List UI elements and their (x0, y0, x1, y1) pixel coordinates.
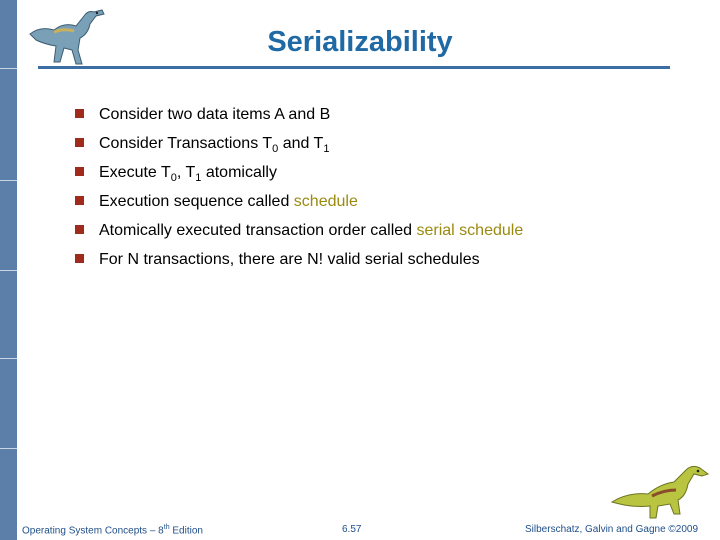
bullet-item: Execution sequence called schedule (75, 187, 695, 216)
left-sidebar-bar (0, 0, 17, 540)
slide-title: Serializability (267, 26, 453, 58)
bullet-square-icon (75, 167, 84, 176)
bullet-square-icon (75, 225, 84, 234)
bullet-square-icon (75, 254, 84, 263)
bullet-item: Consider two data items A and B (75, 100, 695, 129)
bullet-item: Consider Transactions $T_0$ and $T_1$ (75, 129, 695, 158)
highlight-term: serial schedule (416, 222, 524, 239)
footer-page-number: 6.57 (342, 524, 362, 535)
bullet-square-icon (75, 109, 84, 118)
bullet-item: Execute $T_0$, $T_1$ atomically (75, 158, 695, 187)
dinosaur-footer-icon (608, 462, 714, 520)
highlight-term: schedule (293, 193, 358, 210)
bullet-list (75, 100, 695, 274)
footer-book-title: Operating System Concepts – 8th Edition (22, 524, 203, 537)
bullet-square-icon (75, 196, 84, 205)
title-underline (38, 66, 670, 69)
bullet-item: Atomically executed transaction order called serial schedule (75, 216, 695, 245)
bullet-item: For N transactions, there are N! valid serial schedules (75, 245, 695, 274)
footer-authors: Silberschatz, Galvin and Gagne ©2009 (525, 524, 699, 535)
bullet-square-icon (75, 138, 84, 147)
